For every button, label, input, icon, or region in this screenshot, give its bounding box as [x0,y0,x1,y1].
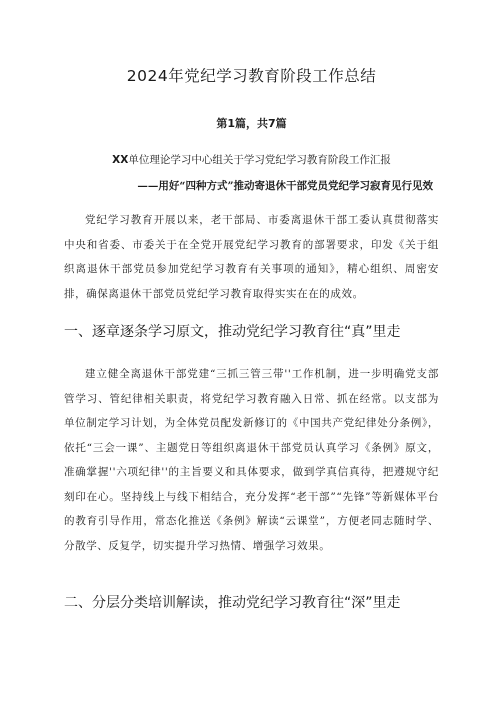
section-1-paragraph: 建立健全离退休干部党建“三抓三管三带''工作机制，进一步明确党支部管学习、管纪律相关职责，将党纪学习教育融入日常、抓在经常。以支部为单位制定学习计划，为全体党员配发新修订的《中国共产党纪律处分条例》，依托“三会一课”、主题党日等组织离退休干部党员认真学习《条例》原文，准确掌握''六项纪律''的主旨要义和具体要求，做到学真信真待，把遵规守纪刻印在心。坚持线上与线下相结合，充分发挥“老干部”“先锋”等新媒体平台的教育引导作用，常态化推送《条例》解读“云课堂”，方便老同志随时学、分散学、反复学，切实提升学习热情、增强学习效果。 [64,368,439,552]
subtitle-text: 单位理论学习中心组关于学习党纪学习教育阶段工作汇报 [128,154,391,166]
section-heading-1: 一、逐章逐条学习原文，推动党纪学习教育往“真”里走 [64,324,401,340]
document-subtitle [64,152,439,168]
subtitle-prefix: XX [112,154,129,166]
part-indicator: 第1篇，共7篇 [216,117,287,130]
document-byline: ——用好“四种方式”推动寄退休干部党员党纪学习寂育见行见效 [137,180,433,192]
section-heading-2: 二、分层分类培训解读，推动党纪学习教育往“深”里走 [64,595,401,611]
intro-paragraph: 党纪学习教育开展以来，老干部局、市委离退休干部工委认真贯彻落实中央和省委、市委关于在全党开展党纪学习教育的部署要求，印发《关于组织离退休干部党员参加党纪学习教育有关事项的通知》，精心组织、周密安排，确保离退休干部党员党纪学习教育取得实实在在的成效。 [64,214,439,300]
document-title: 2024年党纪学习教育阶段工作总结 [126,67,377,85]
